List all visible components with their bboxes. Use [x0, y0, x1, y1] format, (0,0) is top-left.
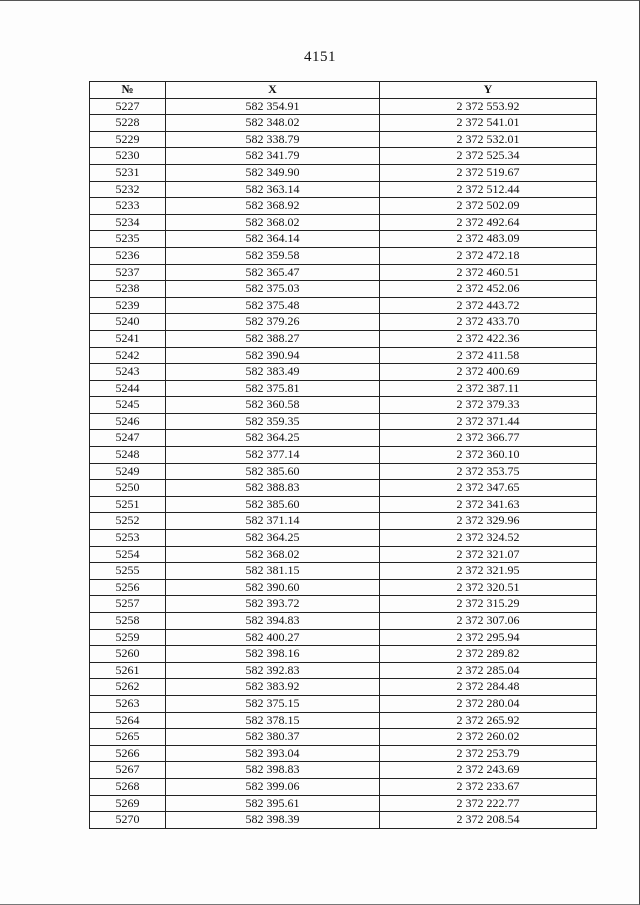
cell-y: 2 372 371.44	[380, 413, 597, 430]
table-row	[90, 148, 597, 165]
table-row	[90, 198, 597, 215]
table-row	[90, 745, 597, 762]
cell-y: 2 372 280.04	[380, 695, 597, 712]
cell-y: 2 372 295.94	[380, 629, 597, 646]
cell-x: 582 379.26	[166, 314, 380, 331]
cell-x: 582 395.61	[166, 795, 380, 812]
cell-y: 2 372 324.52	[380, 530, 597, 547]
table-row	[90, 297, 597, 314]
cell-number: 5240	[90, 314, 166, 331]
cell-y: 2 372 260.02	[380, 729, 597, 746]
cell-number: 5260	[90, 646, 166, 663]
cell-x: 582 383.49	[166, 364, 380, 381]
table-row	[90, 812, 597, 829]
cell-number: 5253	[90, 530, 166, 547]
table-row	[90, 364, 597, 381]
table-row	[90, 795, 597, 812]
cell-number: 5228	[90, 115, 166, 132]
cell-y: 2 372 366.77	[380, 430, 597, 447]
cell-number: 5258	[90, 613, 166, 630]
cell-y: 2 372 329.96	[380, 513, 597, 530]
table-row	[90, 513, 597, 530]
cell-x: 582 359.58	[166, 247, 380, 264]
table-row	[90, 314, 597, 331]
cell-number: 5265	[90, 729, 166, 746]
cell-number: 5261	[90, 662, 166, 679]
cell-y: 2 372 208.54	[380, 812, 597, 829]
cell-y: 2 372 492.64	[380, 214, 597, 231]
table-row	[90, 131, 597, 148]
cell-number: 5268	[90, 778, 166, 795]
cell-number: 5263	[90, 695, 166, 712]
table-row	[90, 447, 597, 464]
cell-x: 582 371.14	[166, 513, 380, 530]
cell-x: 582 349.90	[166, 164, 380, 181]
cell-y: 2 372 460.51	[380, 264, 597, 281]
cell-number: 5256	[90, 579, 166, 596]
cell-y: 2 372 265.92	[380, 712, 597, 729]
cell-y: 2 372 307.06	[380, 613, 597, 630]
cell-y: 2 372 285.04	[380, 662, 597, 679]
cell-number: 5248	[90, 447, 166, 464]
cell-x: 582 341.79	[166, 148, 380, 165]
cell-x: 582 399.06	[166, 778, 380, 795]
table-row	[90, 679, 597, 696]
cell-y: 2 372 320.51	[380, 579, 597, 596]
cell-number: 5257	[90, 596, 166, 613]
cell-number: 5267	[90, 762, 166, 779]
cell-x: 582 383.92	[166, 679, 380, 696]
cell-number: 5255	[90, 563, 166, 580]
cell-number: 5264	[90, 712, 166, 729]
table-row	[90, 264, 597, 281]
cell-y: 2 372 452.06	[380, 281, 597, 298]
table-row	[90, 231, 597, 248]
cell-y: 2 372 321.95	[380, 563, 597, 580]
cell-number: 5245	[90, 397, 166, 414]
cell-x: 582 359.35	[166, 413, 380, 430]
cell-y: 2 372 284.48	[380, 679, 597, 696]
cell-y: 2 372 315.29	[380, 596, 597, 613]
cell-x: 582 338.79	[166, 131, 380, 148]
table-row	[90, 330, 597, 347]
cell-x: 582 398.39	[166, 812, 380, 829]
table-row	[90, 413, 597, 430]
cell-number: 5237	[90, 264, 166, 281]
header-number: №	[90, 82, 166, 99]
cell-number: 5254	[90, 546, 166, 563]
table-row	[90, 181, 597, 198]
table-row	[90, 646, 597, 663]
table-row	[90, 247, 597, 264]
table-header-row	[90, 82, 597, 99]
cell-y: 2 372 483.09	[380, 231, 597, 248]
cell-x: 582 354.91	[166, 98, 380, 115]
table-row	[90, 729, 597, 746]
cell-x: 582 400.27	[166, 629, 380, 646]
cell-number: 5251	[90, 496, 166, 513]
cell-number: 5233	[90, 198, 166, 215]
cell-x: 582 363.14	[166, 181, 380, 198]
table-row	[90, 546, 597, 563]
cell-number: 5238	[90, 281, 166, 298]
cell-number: 5227	[90, 98, 166, 115]
cell-y: 2 372 222.77	[380, 795, 597, 812]
cell-x: 582 381.15	[166, 563, 380, 580]
cell-x: 582 375.15	[166, 695, 380, 712]
table-row	[90, 164, 597, 181]
cell-number: 5236	[90, 247, 166, 264]
cell-y: 2 372 360.10	[380, 447, 597, 464]
cell-number: 5246	[90, 413, 166, 430]
cell-x: 582 360.58	[166, 397, 380, 414]
cell-y: 2 372 553.92	[380, 98, 597, 115]
cell-y: 2 372 472.18	[380, 247, 597, 264]
table-row	[90, 613, 597, 630]
cell-y: 2 372 541.01	[380, 115, 597, 132]
cell-y: 2 372 512.44	[380, 181, 597, 198]
cell-number: 5232	[90, 181, 166, 198]
cell-number: 5262	[90, 679, 166, 696]
cell-x: 582 394.83	[166, 613, 380, 630]
table-row	[90, 281, 597, 298]
cell-y: 2 372 379.33	[380, 397, 597, 414]
table-row	[90, 778, 597, 795]
cell-y: 2 372 353.75	[380, 463, 597, 480]
cell-x: 582 368.92	[166, 198, 380, 215]
cell-x: 582 375.03	[166, 281, 380, 298]
table-row	[90, 596, 597, 613]
cell-number: 5242	[90, 347, 166, 364]
table-row	[90, 579, 597, 596]
cell-y: 2 372 502.09	[380, 198, 597, 215]
cell-y: 2 372 422.36	[380, 330, 597, 347]
table-row	[90, 463, 597, 480]
cell-number: 5229	[90, 131, 166, 148]
table-row	[90, 762, 597, 779]
cell-x: 582 364.25	[166, 530, 380, 547]
header-x: X	[166, 82, 380, 99]
cell-x: 582 364.25	[166, 430, 380, 447]
cell-y: 2 372 387.11	[380, 380, 597, 397]
table-row	[90, 380, 597, 397]
cell-number: 5266	[90, 745, 166, 762]
cell-number: 5247	[90, 430, 166, 447]
cell-x: 582 368.02	[166, 214, 380, 231]
cell-y: 2 372 253.79	[380, 745, 597, 762]
table-row	[90, 496, 597, 513]
page-number: 4151	[304, 49, 336, 65]
cell-y: 2 372 443.72	[380, 297, 597, 314]
cell-x: 582 388.27	[166, 330, 380, 347]
table-row	[90, 629, 597, 646]
cell-x: 582 398.16	[166, 646, 380, 663]
cell-x: 582 375.48	[166, 297, 380, 314]
cell-x: 582 377.14	[166, 447, 380, 464]
table-row	[90, 115, 597, 132]
cell-y: 2 372 433.70	[380, 314, 597, 331]
cell-x: 582 393.04	[166, 745, 380, 762]
cell-number: 5239	[90, 297, 166, 314]
table-row	[90, 214, 597, 231]
cell-x: 582 388.83	[166, 480, 380, 497]
cell-x: 582 392.83	[166, 662, 380, 679]
cell-y: 2 372 525.34	[380, 148, 597, 165]
cell-number: 5235	[90, 231, 166, 248]
cell-y: 2 372 289.82	[380, 646, 597, 663]
cell-number: 5252	[90, 513, 166, 530]
cell-x: 582 385.60	[166, 463, 380, 480]
cell-number: 5230	[90, 148, 166, 165]
cell-number: 5243	[90, 364, 166, 381]
cell-x: 582 378.15	[166, 712, 380, 729]
table-row	[90, 662, 597, 679]
cell-y: 2 372 233.67	[380, 778, 597, 795]
cell-number: 5241	[90, 330, 166, 347]
cell-x: 582 393.72	[166, 596, 380, 613]
table-row	[90, 430, 597, 447]
cell-x: 582 390.60	[166, 579, 380, 596]
table-row	[90, 347, 597, 364]
cell-x: 582 364.14	[166, 231, 380, 248]
cell-number: 5234	[90, 214, 166, 231]
table-body	[90, 98, 597, 828]
cell-x: 582 375.81	[166, 380, 380, 397]
cell-y: 2 372 321.07	[380, 546, 597, 563]
cell-number: 5269	[90, 795, 166, 812]
cell-y: 2 372 519.67	[380, 164, 597, 181]
table-row	[90, 397, 597, 414]
table-row	[90, 480, 597, 497]
cell-x: 582 348.02	[166, 115, 380, 132]
cell-y: 2 372 347.65	[380, 480, 597, 497]
cell-y: 2 372 532.01	[380, 131, 597, 148]
cell-x: 582 398.83	[166, 762, 380, 779]
cell-number: 5259	[90, 629, 166, 646]
cell-number: 5250	[90, 480, 166, 497]
cell-x: 582 385.60	[166, 496, 380, 513]
table-row	[90, 695, 597, 712]
cell-number: 5270	[90, 812, 166, 829]
cell-x: 582 365.47	[166, 264, 380, 281]
cell-number: 5249	[90, 463, 166, 480]
coordinates-table	[89, 81, 597, 829]
table-row	[90, 98, 597, 115]
cell-y: 2 372 341.63	[380, 496, 597, 513]
cell-y: 2 372 243.69	[380, 762, 597, 779]
table-row	[90, 712, 597, 729]
cell-x: 582 380.37	[166, 729, 380, 746]
header-y: Y	[380, 82, 597, 99]
table-row	[90, 530, 597, 547]
cell-number: 5244	[90, 380, 166, 397]
cell-y: 2 372 400.69	[380, 364, 597, 381]
cell-y: 2 372 411.58	[380, 347, 597, 364]
cell-x: 582 390.94	[166, 347, 380, 364]
table-row	[90, 563, 597, 580]
cell-number: 5231	[90, 164, 166, 181]
cell-x: 582 368.02	[166, 546, 380, 563]
